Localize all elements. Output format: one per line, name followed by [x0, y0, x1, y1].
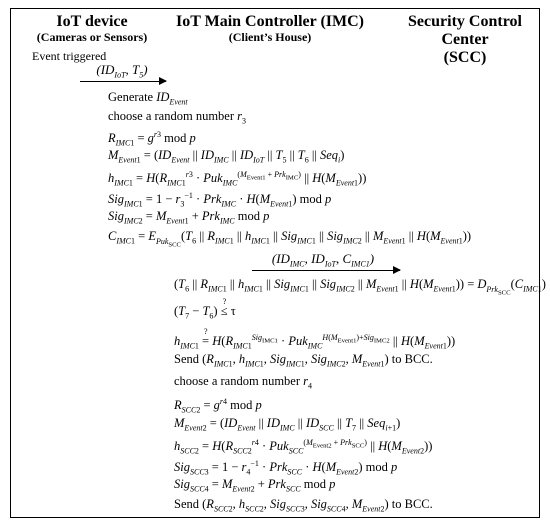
imc-step-7: $Sig_{IMC2} = M_{Event1} + Prk_{IMC}$ mod p — [108, 209, 270, 226]
header-iot-subtitle: (Cameras or Sensors) — [36, 30, 148, 44]
arrow-imc-to-scc — [252, 270, 400, 271]
scc-step-5: choose a random number $r_4$ — [174, 374, 313, 391]
scc-step-2: $(T_7 - T_6)$ ≤ ? τ — [174, 297, 236, 321]
scc-step-4: Send ($R_{IMC1}$, $h_{IMC1}$, Sig$_{IMC1}$, Sig$_{IMC2}$, $M_{Event1}$) to BCC. — [174, 352, 433, 369]
event-triggered-label: Event triggered — [32, 49, 107, 63]
scc-step-8: $h_{SCC2} = H(R_{SCC2}^{r4} \cdot Puk_{SCC}^{(M_{Event2} + Prk_{SCC})}$ || $H(M_{Event2})$) — [174, 438, 433, 456]
header-scc-title: Security Control Center — [408, 13, 522, 48]
scc-step-9: $Sig_{SCC3} = 1 - r_4^{-1} \cdot Prk_{SCC} \cdot H(M_{Event2})$ mod p — [174, 459, 398, 477]
imc-step-5: $h_{IMC1} = H(R_{IMC1}^{r3} \cdot Puk_{IMC}^{(M_{Event1} + Prk_{IMC})}$ || $H(M_{Event1})$) — [108, 170, 367, 188]
imc-step-3: $R_{IMC1} = g^{r3}$ mod p — [108, 130, 196, 148]
scc-step-3: $h_{IMC1}$ = ? $H(R_{IMC1}^{Sig_{IMC1}} \cdot Puk_{IMC}^{H(M_{Event1})+Sig_{IMC2}}$ || $H(M_{Event1})$) — [174, 327, 456, 351]
header-imc-subtitle: (Client’s House) — [228, 30, 312, 44]
scc-step-11: Send ($R_{SCC2}$, $h_{SCC2}$, Sig$_{SCC3}$, Sig$_{SCC4}$, $M_{Event2}$) to BCC. — [174, 497, 433, 514]
scc-step-7: $M_{Event2} = (ID_{Event}$ || $ID_{IMC}$ || $ID_{SCC}$ || $T_7$ || Seq$_{i+1}$) — [174, 416, 401, 433]
header-iot-device — [22, 13, 162, 44]
message-iot-to-imc: ($ID_{IoT}$, $T_5$) — [96, 62, 148, 80]
message-imc-to-scc: ($ID_{IMC}$, $ID_{IoT}$, $C_{IMC1}$) — [271, 251, 375, 269]
imc-step-8: $C_{IMC1} = E_{Puk_{SCC}}(T_6$ || $R_{IMC1}$ || $h_{IMC1}$ || Sig$_{IMC1}$ || Sig$_{IMC2}$ || $M_{Event1}$ || $H(M_{Event1})$) — [108, 229, 472, 249]
scc-step-6: $R_{SCC2} = g^{r4}$ mod p — [174, 397, 262, 415]
imc-step-2: choose a random number $r_3$ — [108, 109, 247, 126]
arrow-iot-to-imc — [80, 81, 166, 82]
header-imc — [160, 13, 380, 44]
scc-step-1: ($T_6$ || $R_{IMC1}$ || $h_{IMC1}$ || Sig$_{IMC1}$ || Sig$_{IMC2}$ || $M_{Event1}$ || $H(M_{Event1})) = D_{Prk_{SCC}}(C_{IMC1})$ — [174, 277, 546, 297]
scc-step-10: $Sig_{SCC4} = M_{Event2} + Prk_{SCC}$ mod p — [174, 477, 336, 494]
imc-step-4: $M_{Event1} = (ID_{Event}$ || $ID_{IMC}$ || $ID_{IoT}$ || $T_5$ || $T_6$ || Seq$_i$) — [108, 148, 345, 165]
imc-step-6: $Sig_{IMC1} = 1 - r_3^{-1} \cdot Prk_{IMC} \cdot H(M_{Event1})$ mod p — [108, 191, 332, 209]
header-scc-subtitle: (SCC) — [443, 49, 487, 66]
imc-step-1: Generate $ID_{Event}$ — [108, 90, 188, 107]
header-iot-title: IoT device — [56, 13, 128, 30]
header-imc-title: IoT Main Controller (IMC) — [176, 13, 364, 30]
header-scc — [385, 13, 545, 67]
